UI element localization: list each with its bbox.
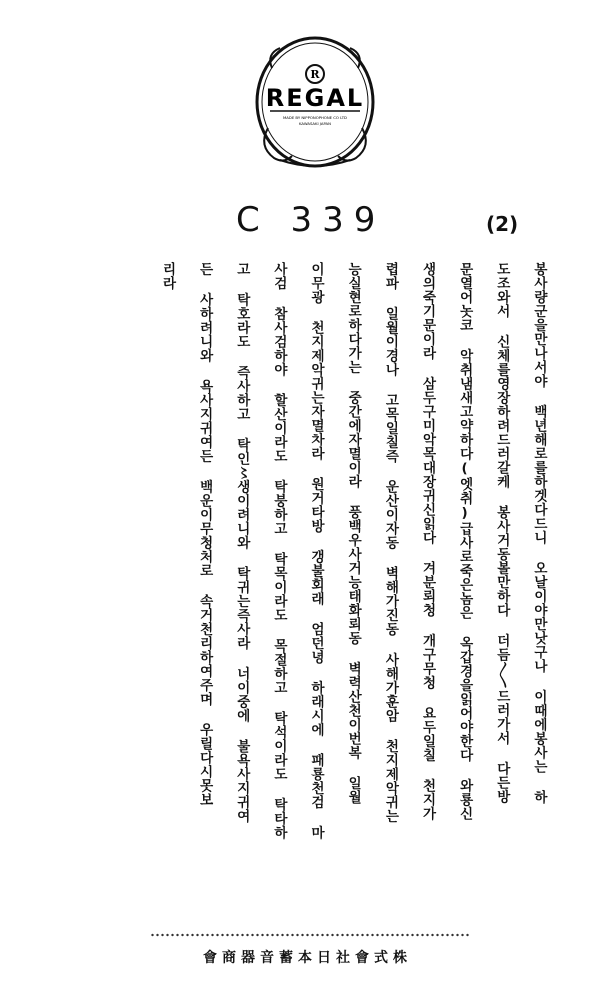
lyrics-body [160, 262, 545, 917]
lyrics-column: 사검 참사검하야 할산이라도 탁붕하고 탁목이라도 목절하고 탁석이라도 탁타하 [270, 262, 287, 840]
logo-brand-text: REGAL [265, 84, 365, 112]
page-number: (2) [486, 212, 519, 236]
logo-fine-print: MADE BY NIPPONOPHONE CO LTD [283, 115, 347, 120]
lyrics-column: 문열어놋코 악취냄새고약하다(엣취)급사로죽은놈은 옥갑경을읽어야한다 와룡신 [456, 262, 473, 821]
logo-origin: KAWASAKI JAPAN [299, 121, 331, 126]
logo-monogram: R [310, 68, 320, 81]
lyrics-column: 이무광 천지제악귀는자멸차라 원거타방 갱불회래 엄던녕 하래시에 패룡천검 마 [308, 262, 325, 840]
lyrics-column: 도조와서 신체를영장하려드러갈케 봉사거동볼만하다 더듬〳〵드러가서 다든방 [493, 262, 510, 804]
lyrics-column: 리라 [159, 262, 176, 290]
lyrics-column: 든 사하려니와 욕사지귀여든 백운이무청처로 속거천리하여주며 우릴다시못보 [196, 262, 213, 807]
lyrics-column: 생의죽기문이라 삼두구미악목대장귀신읽다 겨분뢰청 개구무청 요두일칠 천지가 [419, 262, 436, 821]
regal-record-logo [250, 28, 380, 178]
catalog-number: C 339 [236, 200, 386, 240]
lyrics-column: 렵파 일월이경나 고목일칠즉 운산이자동 벽해가진동 사해가훈암 천지제악귀는 [382, 262, 399, 823]
lyrics-column: 봉사량군을만나서야 백년해로를하겟다드니 오날이야만낫구나 이때에봉사는 하 [530, 262, 547, 804]
lyrics-column: 고 탁호라도 즉사하고 탁인〻생이려니와 탁귀는즉사라 너이중에 불욕사지귀여 [233, 262, 250, 823]
publisher-footer: 會商器音蓄本日社會式株 [203, 950, 412, 966]
lyrics-column: 능실현로하다가는 중간에자멸이라 풍백우사거능태화뢰동 벽력산천이번복 일월 [345, 262, 362, 804]
dotted-divider [150, 932, 470, 938]
